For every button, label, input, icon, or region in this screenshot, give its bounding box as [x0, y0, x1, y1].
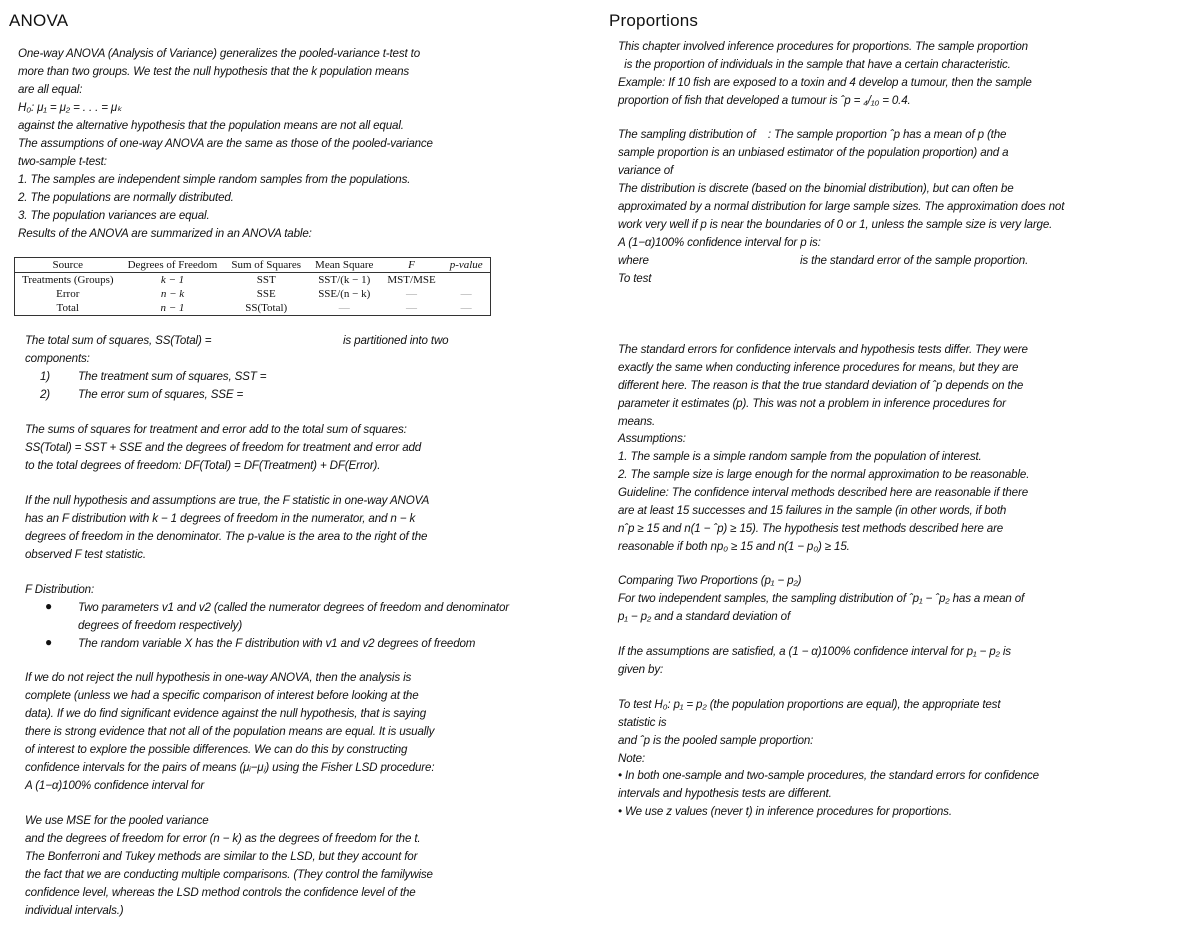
text-line: work very well if p is near the boundaries of 0 or 1, unless the sample size is very large.: [618, 218, 1053, 231]
text-line: intervals and hypothesis tests are different.: [618, 787, 832, 800]
text-line: different here. The reason is that the true standard deviation of ˆp depends on the: [618, 379, 1024, 392]
text-line: To test H₀: p₁ = p₂ (the population proportions are equal), the appropriate test: [618, 698, 1001, 711]
text-line: and ˆp is the pooled sample proportion:: [618, 734, 814, 747]
f-distribution-title: F Distribution:: [25, 583, 95, 596]
list-item: The error sum of squares, SSE =: [78, 388, 244, 401]
text-line: This chapter involved inference procedures for proportions. The sample proportion: [618, 40, 1028, 53]
note-label: Note:: [618, 752, 645, 765]
bullet-icon: ●: [45, 599, 53, 613]
table-header: p-value: [443, 258, 490, 273]
text-line: SS(Total) = SST + SSE and the degrees of freedom for treatment and error add: [25, 441, 422, 454]
table-cell: —: [460, 288, 472, 300]
text-line: p₁ − p₂ and a standard deviation of: [618, 610, 791, 623]
text-line: The Bonferroni and Tukey methods are similar to the LSD, but they account for: [25, 850, 418, 863]
table-cell: SST/(k − 1): [318, 274, 371, 286]
text-line: means.: [618, 415, 656, 428]
text-line: exactly the same when conducting inference procedures for means, but they are: [618, 361, 1019, 374]
table-cell: —: [406, 288, 418, 300]
table-header: Sum of Squares: [224, 258, 308, 273]
subheading: Comparing Two Proportions (p₁ − p₂): [618, 574, 802, 587]
table-header: Degrees of Freedom: [121, 258, 225, 273]
text-line: If the null hypothesis and assumptions are true, the F statistic in one-way ANOVA: [25, 494, 430, 507]
table-cell: —: [308, 301, 380, 316]
text-line: components:: [25, 352, 90, 365]
text-line: To test: [618, 272, 652, 285]
text-line: Example: If 10 fish are exposed to a toxin and 4 develop a tumour, then the sample: [618, 76, 1032, 89]
table-header: F: [380, 258, 442, 273]
text-line: more than two groups. We test the null hypothesis that the k population means: [18, 65, 410, 78]
text-line: observed F test statistic.: [25, 548, 146, 561]
table-cell: —: [443, 301, 490, 316]
table-header-row: [15, 258, 491, 273]
text-line: approximated by a normal distribution for large sample sizes. The approximation does not: [618, 200, 1065, 213]
assumption-item: 1. The sample is a simple random sample from the population of interest.: [618, 450, 982, 463]
text-line: statistic is: [618, 716, 667, 729]
text-line: The distribution is discrete (based on the binomial distribution), but can often be: [618, 182, 1014, 195]
text-line: is the proportion of individuals in the sample that have a certain characteristic.: [618, 58, 1011, 71]
text-line: to the total degrees of freedom: DF(Total) = DF(Treatment) + DF(Error).: [25, 459, 381, 472]
text-line: confidence level, whereas the LSD method controls the confidence level of the: [25, 886, 416, 899]
text-line: of interest to explore the possible differences. We can do this by constructing: [25, 743, 408, 756]
table-row: [15, 273, 491, 288]
assumption-item: 1. The samples are independent simple random samples from the populations.: [18, 173, 411, 186]
text-line: The sums of squares for treatment and error add to the total sum of squares:: [25, 423, 407, 436]
text-line: confidence intervals for the pairs of means (μᵢ−μⱼ) using the Fisher LSD procedure:: [25, 761, 435, 774]
text-line: parameter it estimates (p). This was not a problem in inference procedures for: [618, 397, 1006, 410]
text-line: A (1−α)100% confidence interval for: [25, 779, 205, 792]
bullet-icon: ●: [45, 635, 53, 649]
table-header: Source: [15, 258, 121, 273]
table-cell: SSE/(n − k): [318, 288, 371, 300]
text-line: sample proportion is an unbiased estimator of the population proportion) and a: [618, 146, 1009, 159]
text-line: One-way ANOVA (Analysis of Variance) generalizes the pooled-variance t-test to: [18, 47, 421, 60]
anova-title: ANOVA: [9, 11, 69, 30]
text-line: nˆp ≥ 15 and n(1 − ˆp) ≥ 15). The hypothesis test methods described here are: [618, 522, 1004, 535]
text-line: The total sum of squares, SS(Total) =: [25, 334, 212, 347]
table-cell: Treatments (Groups): [22, 274, 114, 286]
text-line: data). If we do find significant evidence against the null hypothesis, that is saying: [25, 707, 427, 720]
assumption-item: 2. The sample size is large enough for the normal approximation to be reasonable.: [618, 468, 1030, 481]
table-row: [15, 301, 491, 316]
list-item: • We use z values (never t) in inference procedures for proportions.: [618, 805, 952, 818]
table-cell: —: [380, 301, 442, 316]
assumption-item: 2. The populations are normally distributed.: [18, 191, 234, 204]
table-cell: Total: [15, 301, 121, 316]
text-line: complete (unless we had a specific comparison of interest before looking at the: [25, 689, 419, 702]
text-line: given by:: [618, 663, 664, 676]
table-cell: [443, 273, 490, 288]
text-line: A (1−α)100% confidence interval for p is:: [618, 236, 821, 249]
null-hypothesis: H₀: μ₁ = μ₂ = . . . = μₖ: [18, 101, 122, 114]
text-line: against the alternative hypothesis that the population means are not all equal.: [18, 119, 404, 132]
text-line: has an F distribution with k − 1 degrees of freedom in the numerator, and n − k: [25, 512, 416, 525]
text-line: degrees of freedom in the denominator. The p-value is the area to the right of the: [25, 530, 428, 543]
text-line: are all equal:: [18, 83, 83, 96]
text-line: are at least 15 successes and 15 failures in the sample (in other words, if both: [618, 504, 1007, 517]
text-line: and the degrees of freedom for error (n − k) as the degrees of freedom for the t.: [25, 832, 421, 845]
proportions-title: Proportions: [609, 11, 699, 30]
text-line: Results of the ANOVA are summarized in an ANOVA table:: [18, 227, 312, 240]
text-line: two-sample t-test:: [18, 155, 107, 168]
text-line: where: [618, 254, 649, 267]
table-cell: SSE: [256, 288, 276, 300]
text-line: Guideline: The confidence interval methods described here are reasonable if there: [618, 486, 1028, 499]
text-line: Assumptions:: [618, 432, 686, 445]
text-line: reasonable if both np₀ ≥ 15 and n(1 − p₀) ≥ 15.: [618, 540, 850, 553]
text-line: We use MSE for the pooled variance: [25, 814, 209, 827]
list-item: The random variable X has the F distribution with v1 and v2 degrees of freedom: [78, 637, 476, 650]
list-number: 2): [40, 388, 51, 401]
table-row: [15, 287, 491, 301]
text-line: the fact that we are conducting multiple comparisons. (They control the familywise: [25, 868, 433, 881]
text-line: is partitioned into two: [343, 334, 449, 347]
table-cell: SST: [256, 274, 276, 286]
list-item: The treatment sum of squares, SST =: [78, 370, 267, 383]
table-cell: k − 1: [160, 274, 185, 286]
table-cell: SS(Total): [224, 301, 308, 316]
text-line: If the assumptions are satisfied, a (1 − α)100% confidence interval for p₁ − p₂ is: [618, 645, 1011, 658]
table-header: Mean Square: [308, 258, 380, 273]
table-cell: Error: [56, 288, 80, 300]
text-line: The standard errors for confidence intervals and hypothesis tests differ. They were: [618, 343, 1028, 356]
text-line: The assumptions of one-way ANOVA are the same as those of the pooled-variance: [18, 137, 433, 150]
table-cell: n − 1: [121, 301, 225, 316]
list-item: • In both one-sample and two-sample procedures, the standard errors for confidence: [618, 769, 1039, 782]
text-line: proportion of fish that developed a tumour is ˆp = ₄/₁₀ = 0.4.: [618, 94, 911, 107]
list-item: Two parameters v1 and v2 (called the numerator degrees of freedom and denominator: [78, 601, 510, 614]
text-line: there is strong evidence that not all of the population means are equal. It is usually: [25, 725, 435, 738]
list-item: degrees of freedom respectively): [78, 619, 243, 632]
text-line: If we do not reject the null hypothesis in one-way ANOVA, then the analysis is: [25, 671, 412, 684]
table-cell: MST/MSE: [387, 274, 436, 286]
text-line: For two independent samples, the sampling distribution of ˆp₁ − ˆp₂ has a mean of: [618, 592, 1025, 605]
anova-table: [14, 257, 491, 316]
list-number: 1): [40, 370, 51, 383]
text-line: individual intervals.): [25, 904, 124, 917]
text-line: The sampling distribution of : The sample proportion ˆp has a mean of p (the: [618, 128, 1007, 141]
text-line: is the standard error of the sample proportion.: [800, 254, 1029, 267]
text-line: variance of: [618, 164, 674, 177]
assumption-item: 3. The population variances are equal.: [18, 209, 210, 222]
table-cell: n − k: [160, 288, 185, 300]
